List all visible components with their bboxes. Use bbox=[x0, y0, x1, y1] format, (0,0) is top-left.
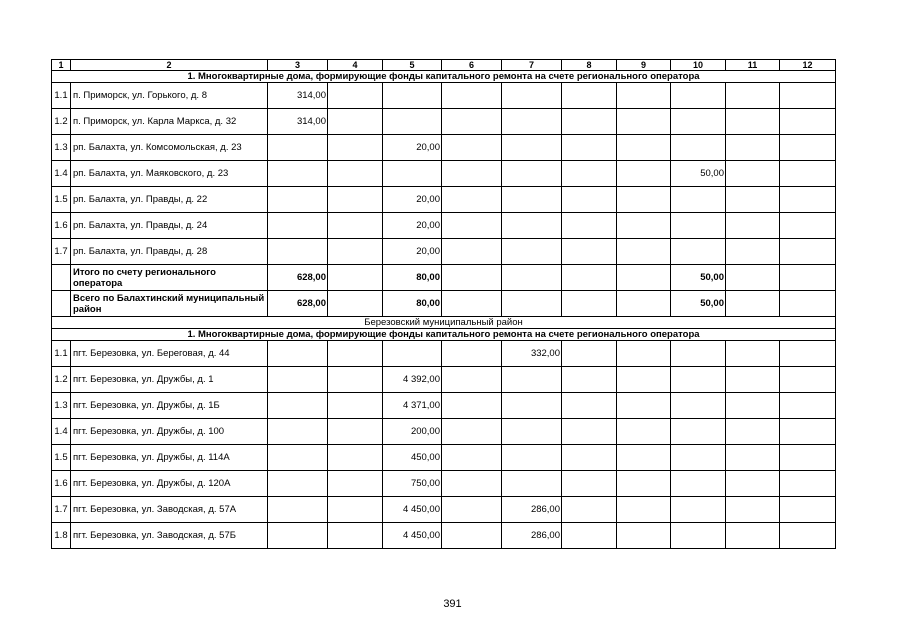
value-cell-c10 bbox=[671, 497, 726, 523]
value-cell-c7 bbox=[502, 161, 562, 187]
value-cell-c3 bbox=[268, 419, 328, 445]
value-cell-c11 bbox=[726, 83, 780, 109]
column-number-header: 5 bbox=[383, 60, 442, 71]
value-cell-c6 bbox=[442, 291, 502, 317]
total-row bbox=[52, 291, 836, 317]
value-cell-c5 bbox=[383, 83, 442, 109]
value-cell-c4 bbox=[328, 523, 383, 549]
value-cell-c6 bbox=[442, 393, 502, 419]
value-cell-c5: 200,00 bbox=[383, 419, 442, 445]
value-cell-c11 bbox=[726, 213, 780, 239]
address-cell: пгт. Березовка, ул. Заводская, д. 57Б bbox=[71, 523, 268, 549]
value-cell-c9 bbox=[617, 291, 671, 317]
value-cell-c6 bbox=[442, 213, 502, 239]
value-cell-c9 bbox=[617, 265, 671, 291]
value-cell-c7 bbox=[502, 291, 562, 317]
value-cell-c3 bbox=[268, 187, 328, 213]
value-cell-c7 bbox=[502, 135, 562, 161]
table-row bbox=[52, 213, 836, 239]
value-cell-c5: 4 450,00 bbox=[383, 497, 442, 523]
value-cell-c12 bbox=[780, 187, 836, 213]
value-cell-c3 bbox=[268, 445, 328, 471]
value-cell-c9 bbox=[617, 239, 671, 265]
address-cell: рп. Балахта, ул. Правды, д. 24 bbox=[71, 213, 268, 239]
value-cell-c4 bbox=[328, 109, 383, 135]
total-row bbox=[52, 265, 836, 291]
value-cell-c11 bbox=[726, 265, 780, 291]
table-row bbox=[52, 419, 836, 445]
value-cell-c6 bbox=[442, 187, 502, 213]
value-cell-c10 bbox=[671, 445, 726, 471]
value-cell-c5: 20,00 bbox=[383, 239, 442, 265]
value-cell-c9 bbox=[617, 471, 671, 497]
row-number-cell: 1.3 bbox=[52, 135, 71, 161]
value-cell-c7 bbox=[502, 213, 562, 239]
value-cell-c5: 4 392,00 bbox=[383, 367, 442, 393]
value-cell-c8 bbox=[562, 213, 617, 239]
value-cell-c5: 20,00 bbox=[383, 213, 442, 239]
value-cell-c12 bbox=[780, 265, 836, 291]
table-row bbox=[52, 109, 836, 135]
value-cell-c6 bbox=[442, 341, 502, 367]
value-cell-c10: 50,00 bbox=[671, 161, 726, 187]
value-cell-c4 bbox=[328, 265, 383, 291]
value-cell-c6 bbox=[442, 135, 502, 161]
value-cell-c7 bbox=[502, 239, 562, 265]
value-cell-c10: 50,00 bbox=[671, 291, 726, 317]
section-heading: 1. Многоквартирные дома, формирующие фонды капитального ремонта на счете регионального оператора bbox=[52, 71, 836, 83]
value-cell-c6 bbox=[442, 83, 502, 109]
table-row bbox=[52, 523, 836, 549]
address-cell: пгт. Березовка, ул. Береговая, д. 44 bbox=[71, 341, 268, 367]
value-cell-c5: 20,00 bbox=[383, 187, 442, 213]
value-cell-c10 bbox=[671, 187, 726, 213]
value-cell-c12 bbox=[780, 109, 836, 135]
address-cell: пгт. Березовка, ул. Дружбы, д. 100 bbox=[71, 419, 268, 445]
value-cell-c7 bbox=[502, 445, 562, 471]
value-cell-c3 bbox=[268, 161, 328, 187]
value-cell-c12 bbox=[780, 497, 836, 523]
section-heading-row bbox=[52, 329, 836, 341]
table-row bbox=[52, 83, 836, 109]
value-cell-c5: 750,00 bbox=[383, 471, 442, 497]
value-cell-c9 bbox=[617, 109, 671, 135]
value-cell-c6 bbox=[442, 161, 502, 187]
value-cell-c8 bbox=[562, 135, 617, 161]
column-number-header: 1 bbox=[52, 60, 71, 71]
value-cell-c7 bbox=[502, 471, 562, 497]
column-number-header: 7 bbox=[502, 60, 562, 71]
value-cell-c10 bbox=[671, 419, 726, 445]
table-row bbox=[52, 341, 836, 367]
value-cell-c6 bbox=[442, 239, 502, 265]
value-cell-c5: 4 450,00 bbox=[383, 523, 442, 549]
value-cell-c5 bbox=[383, 341, 442, 367]
row-number-cell: 1.3 bbox=[52, 393, 71, 419]
table-row bbox=[52, 497, 836, 523]
value-cell-c10 bbox=[671, 135, 726, 161]
row-number-cell: 1.7 bbox=[52, 497, 71, 523]
value-cell-c8 bbox=[562, 265, 617, 291]
value-cell-c8 bbox=[562, 497, 617, 523]
column-number-row bbox=[52, 60, 836, 71]
district-title-row bbox=[52, 317, 836, 329]
value-cell-c3 bbox=[268, 393, 328, 419]
row-number-cell bbox=[52, 291, 71, 317]
value-cell-c8 bbox=[562, 393, 617, 419]
table-row bbox=[52, 445, 836, 471]
value-cell-c6 bbox=[442, 497, 502, 523]
value-cell-c3 bbox=[268, 497, 328, 523]
district-title: Березовский муниципальный район bbox=[52, 317, 836, 329]
value-cell-c10 bbox=[671, 239, 726, 265]
value-cell-c8 bbox=[562, 471, 617, 497]
value-cell-c3: 628,00 bbox=[268, 291, 328, 317]
value-cell-c4 bbox=[328, 187, 383, 213]
address-cell: п. Приморск, ул. Горького, д. 8 bbox=[71, 83, 268, 109]
value-cell-c3: 314,00 bbox=[268, 83, 328, 109]
column-number-header: 6 bbox=[442, 60, 502, 71]
value-cell-c9 bbox=[617, 341, 671, 367]
column-number-header: 11 bbox=[726, 60, 780, 71]
value-cell-c9 bbox=[617, 419, 671, 445]
value-cell-c9 bbox=[617, 445, 671, 471]
column-number-header: 4 bbox=[328, 60, 383, 71]
value-cell-c11 bbox=[726, 135, 780, 161]
value-cell-c4 bbox=[328, 161, 383, 187]
row-number-cell: 1.2 bbox=[52, 109, 71, 135]
row-number-cell: 1.5 bbox=[52, 187, 71, 213]
value-cell-c5 bbox=[383, 161, 442, 187]
value-cell-c11 bbox=[726, 419, 780, 445]
value-cell-c7 bbox=[502, 419, 562, 445]
address-cell: пгт. Березовка, ул. Дружбы, д. 120А bbox=[71, 471, 268, 497]
repair-schedule-table bbox=[51, 59, 836, 549]
address-cell: пгт. Березовка, ул. Заводская, д. 57А bbox=[71, 497, 268, 523]
value-cell-c4 bbox=[328, 445, 383, 471]
address-cell: пгт. Березовка, ул. Дружбы, д. 1Б bbox=[71, 393, 268, 419]
column-number-header: 8 bbox=[562, 60, 617, 71]
value-cell-c7: 286,00 bbox=[502, 497, 562, 523]
row-number-cell bbox=[52, 265, 71, 291]
value-cell-c5: 80,00 bbox=[383, 265, 442, 291]
value-cell-c11 bbox=[726, 471, 780, 497]
value-cell-c10 bbox=[671, 393, 726, 419]
address-cell: пгт. Березовка, ул. Дружбы, д. 114А bbox=[71, 445, 268, 471]
value-cell-c6 bbox=[442, 265, 502, 291]
column-number-header: 2 bbox=[71, 60, 268, 71]
value-cell-c7: 332,00 bbox=[502, 341, 562, 367]
table-row bbox=[52, 367, 836, 393]
section-heading: 1. Многоквартирные дома, формирующие фонды капитального ремонта на счете регионального оператора bbox=[52, 329, 836, 341]
value-cell-c4 bbox=[328, 291, 383, 317]
value-cell-c8 bbox=[562, 187, 617, 213]
value-cell-c12 bbox=[780, 213, 836, 239]
value-cell-c8 bbox=[562, 419, 617, 445]
table-body bbox=[52, 60, 836, 549]
value-cell-c8 bbox=[562, 83, 617, 109]
value-cell-c3 bbox=[268, 239, 328, 265]
value-cell-c12 bbox=[780, 367, 836, 393]
value-cell-c8 bbox=[562, 161, 617, 187]
row-number-cell: 1.1 bbox=[52, 341, 71, 367]
value-cell-c11 bbox=[726, 367, 780, 393]
address-cell: рп. Балахта, ул. Правды, д. 28 bbox=[71, 239, 268, 265]
value-cell-c11 bbox=[726, 239, 780, 265]
value-cell-c8 bbox=[562, 341, 617, 367]
value-cell-c7 bbox=[502, 83, 562, 109]
value-cell-c6 bbox=[442, 109, 502, 135]
table-row bbox=[52, 239, 836, 265]
row-number-cell: 1.8 bbox=[52, 523, 71, 549]
value-cell-c6 bbox=[442, 523, 502, 549]
column-number-header: 12 bbox=[780, 60, 836, 71]
value-cell-c9 bbox=[617, 523, 671, 549]
row-number-cell: 1.6 bbox=[52, 471, 71, 497]
value-cell-c12 bbox=[780, 523, 836, 549]
address-cell: рп. Балахта, ул. Маяковского, д. 23 bbox=[71, 161, 268, 187]
value-cell-c6 bbox=[442, 471, 502, 497]
value-cell-c10 bbox=[671, 213, 726, 239]
value-cell-c10 bbox=[671, 109, 726, 135]
value-cell-c4 bbox=[328, 367, 383, 393]
value-cell-c11 bbox=[726, 187, 780, 213]
value-cell-c10 bbox=[671, 523, 726, 549]
column-number-header: 3 bbox=[268, 60, 328, 71]
value-cell-c7 bbox=[502, 187, 562, 213]
value-cell-c11 bbox=[726, 161, 780, 187]
value-cell-c7 bbox=[502, 265, 562, 291]
value-cell-c12 bbox=[780, 393, 836, 419]
value-cell-c12 bbox=[780, 471, 836, 497]
address-cell: рп. Балахта, ул. Комсомольская, д. 23 bbox=[71, 135, 268, 161]
value-cell-c4 bbox=[328, 471, 383, 497]
value-cell-c8 bbox=[562, 239, 617, 265]
address-cell: рп. Балахта, ул. Правды, д. 22 bbox=[71, 187, 268, 213]
value-cell-c3 bbox=[268, 367, 328, 393]
value-cell-c5: 450,00 bbox=[383, 445, 442, 471]
value-cell-c6 bbox=[442, 419, 502, 445]
value-cell-c5: 4 371,00 bbox=[383, 393, 442, 419]
value-cell-c11 bbox=[726, 393, 780, 419]
row-number-cell: 1.5 bbox=[52, 445, 71, 471]
value-cell-c12 bbox=[780, 419, 836, 445]
address-cell: п. Приморск, ул. Карла Маркса, д. 32 bbox=[71, 109, 268, 135]
row-number-cell: 1.1 bbox=[52, 83, 71, 109]
value-cell-c10 bbox=[671, 471, 726, 497]
value-cell-c7 bbox=[502, 393, 562, 419]
value-cell-c9 bbox=[617, 213, 671, 239]
value-cell-c3 bbox=[268, 213, 328, 239]
value-cell-c11 bbox=[726, 497, 780, 523]
value-cell-c4 bbox=[328, 393, 383, 419]
table-row bbox=[52, 135, 836, 161]
section-heading-row bbox=[52, 71, 836, 83]
value-cell-c8 bbox=[562, 445, 617, 471]
value-cell-c11 bbox=[726, 445, 780, 471]
value-cell-c3 bbox=[268, 135, 328, 161]
value-cell-c4 bbox=[328, 419, 383, 445]
value-cell-c4 bbox=[328, 135, 383, 161]
value-cell-c12 bbox=[780, 291, 836, 317]
value-cell-c6 bbox=[442, 367, 502, 393]
table-row bbox=[52, 393, 836, 419]
value-cell-c3: 314,00 bbox=[268, 109, 328, 135]
value-cell-c12 bbox=[780, 239, 836, 265]
value-cell-c8 bbox=[562, 109, 617, 135]
value-cell-c9 bbox=[617, 187, 671, 213]
column-number-header: 9 bbox=[617, 60, 671, 71]
value-cell-c11 bbox=[726, 523, 780, 549]
value-cell-c8 bbox=[562, 523, 617, 549]
value-cell-c4 bbox=[328, 497, 383, 523]
row-number-cell: 1.2 bbox=[52, 367, 71, 393]
table-row bbox=[52, 187, 836, 213]
value-cell-c5: 20,00 bbox=[383, 135, 442, 161]
value-cell-c9 bbox=[617, 367, 671, 393]
value-cell-c3 bbox=[268, 523, 328, 549]
value-cell-c3: 628,00 bbox=[268, 265, 328, 291]
value-cell-c9 bbox=[617, 497, 671, 523]
value-cell-c11 bbox=[726, 341, 780, 367]
value-cell-c8 bbox=[562, 291, 617, 317]
value-cell-c9 bbox=[617, 161, 671, 187]
value-cell-c5: 80,00 bbox=[383, 291, 442, 317]
row-number-cell: 1.4 bbox=[52, 161, 71, 187]
value-cell-c3 bbox=[268, 341, 328, 367]
value-cell-c12 bbox=[780, 83, 836, 109]
address-cell: Итого по счету регионального оператора bbox=[71, 265, 268, 291]
value-cell-c12 bbox=[780, 341, 836, 367]
value-cell-c10 bbox=[671, 341, 726, 367]
row-number-cell: 1.4 bbox=[52, 419, 71, 445]
value-cell-c12 bbox=[780, 135, 836, 161]
value-cell-c7 bbox=[502, 109, 562, 135]
value-cell-c4 bbox=[328, 341, 383, 367]
value-cell-c7: 286,00 bbox=[502, 523, 562, 549]
value-cell-c10 bbox=[671, 83, 726, 109]
value-cell-c9 bbox=[617, 83, 671, 109]
address-cell: Всего по Балахтинский муниципальный район bbox=[71, 291, 268, 317]
value-cell-c4 bbox=[328, 83, 383, 109]
value-cell-c6 bbox=[442, 445, 502, 471]
row-number-cell: 1.6 bbox=[52, 213, 71, 239]
value-cell-c4 bbox=[328, 213, 383, 239]
address-cell: пгт. Березовка, ул. Дружбы, д. 1 bbox=[71, 367, 268, 393]
column-number-header: 10 bbox=[671, 60, 726, 71]
value-cell-c4 bbox=[328, 239, 383, 265]
value-cell-c11 bbox=[726, 109, 780, 135]
value-cell-c10: 50,00 bbox=[671, 265, 726, 291]
value-cell-c11 bbox=[726, 291, 780, 317]
value-cell-c5 bbox=[383, 109, 442, 135]
value-cell-c3 bbox=[268, 471, 328, 497]
value-cell-c8 bbox=[562, 367, 617, 393]
table-row bbox=[52, 161, 836, 187]
value-cell-c12 bbox=[780, 445, 836, 471]
value-cell-c9 bbox=[617, 135, 671, 161]
row-number-cell: 1.7 bbox=[52, 239, 71, 265]
table-row bbox=[52, 471, 836, 497]
value-cell-c12 bbox=[780, 161, 836, 187]
value-cell-c10 bbox=[671, 367, 726, 393]
value-cell-c9 bbox=[617, 393, 671, 419]
page-number: 391 bbox=[443, 598, 462, 610]
value-cell-c7 bbox=[502, 367, 562, 393]
